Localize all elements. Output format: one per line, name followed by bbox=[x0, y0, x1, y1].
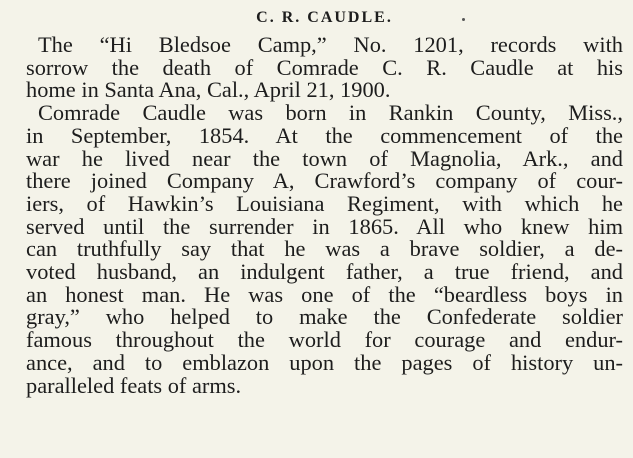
text-line: Comrade Caudle was born in Rankin County, Miss., bbox=[38, 100, 623, 126]
text-line: ance, and to emblazon upon the pages of history un- bbox=[26, 349, 623, 375]
text-line: sorrow the death of Comrade C. R. Caudle at his bbox=[26, 54, 623, 80]
text-line: voted husband, an indulgent father, a true friend, and bbox=[26, 259, 623, 285]
text-line: there joined Company A, Crawford’s company of cour- bbox=[26, 168, 623, 194]
text-line: famous throughout the world for courage and endur- bbox=[26, 327, 623, 353]
text-line: war he lived near the town of Magnolia, Ark., and bbox=[26, 145, 623, 171]
text-line: served until the surrender in 1865. All who knew him bbox=[26, 213, 623, 239]
text-line: The “Hi Bledsoe Camp,” No. 1201, records with bbox=[38, 32, 623, 57]
text-line: gray,” who helped to make the Confederate soldier bbox=[26, 304, 623, 330]
paragraph-1 bbox=[26, 34, 623, 102]
text-line: paralleled feats of arms. bbox=[26, 372, 242, 398]
text-line: an honest man. He was one of the “beardless boys in bbox=[26, 281, 623, 307]
page-title: C. R. CAUDLE. bbox=[256, 9, 393, 26]
text-line: iers, of Hawkin’s Louisiana Regiment, with which he bbox=[26, 190, 623, 216]
text-line: can truthfully say that he was a brave soldier, a de- bbox=[26, 236, 623, 262]
text-line: in September, 1854. At the commencement of the bbox=[26, 122, 623, 148]
text-line: home in Santa Ana, Cal., April 21, 1900. bbox=[26, 77, 391, 103]
paragraph-2 bbox=[26, 102, 623, 397]
print-speck bbox=[462, 18, 465, 21]
